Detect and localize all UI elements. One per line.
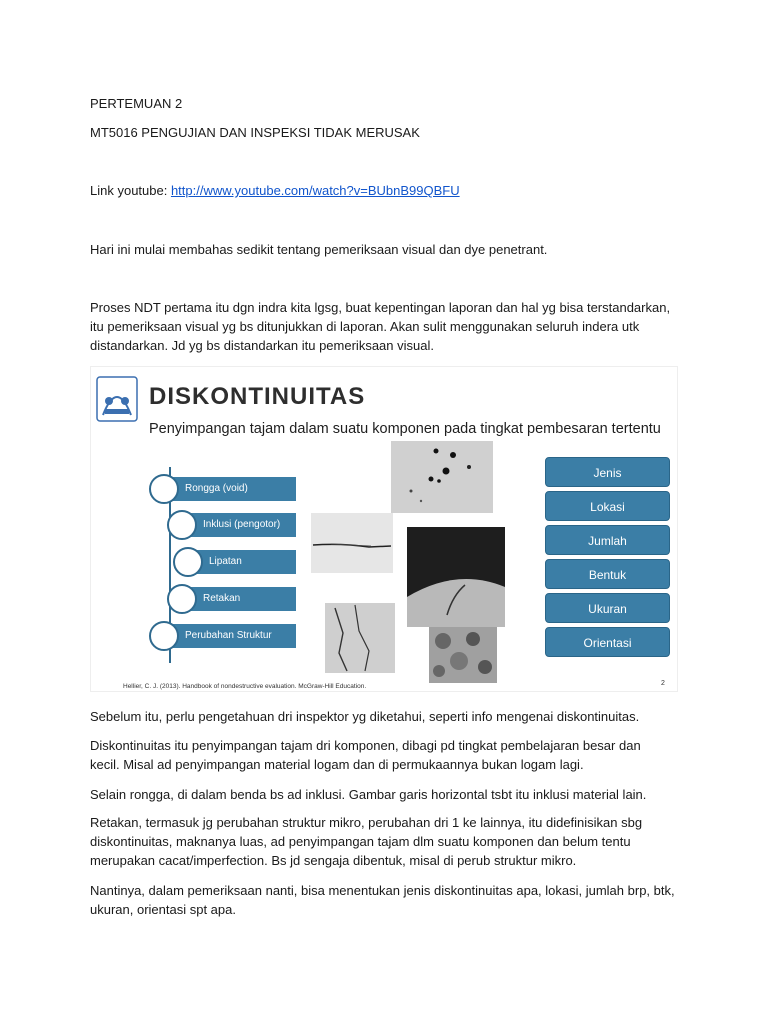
institution-logo-icon (95, 375, 139, 423)
category-crack-marker (167, 584, 197, 614)
property-size: Ukuran (545, 593, 670, 623)
category-void-marker (149, 474, 179, 504)
paragraph-crack: Retakan, termasuk jg perubahan struktur mikro, perubahan dri 1 ke lainnya, itu didefinisikan sbg diskontinuitas, maknanya luas, ad penyimpangan tajam dlm suatu komponen dan belum tentu merupakan cacat/imperfection. Bs jd sengaja dibentuk, misal di perub struktur mikro. (90, 815, 643, 868)
crack-micrograph (325, 603, 395, 673)
microstructure-micrograph (429, 627, 497, 683)
void-micrograph (391, 441, 493, 513)
property-quantity: Jumlah (545, 525, 670, 555)
slide-page-number: 2 (661, 680, 665, 687)
inclusion-micrograph (311, 513, 393, 573)
slide-diskontinuitas (90, 366, 678, 692)
document-heading-meeting: PERTEMUAN 2 (90, 96, 183, 111)
property-type: Jenis (545, 457, 670, 487)
paragraph-intro: Hari ini mulai membahas sedikit tentang pemeriksaan visual dan dye penetrant. (90, 242, 548, 257)
document-heading-course: MT5016 PENGUJIAN DAN INSPEKSI TIDAK MERUSAK (90, 125, 420, 140)
category-lap: Lipatan (179, 550, 296, 574)
property-shape: Bentuk (545, 559, 670, 589)
youtube-link-label: Link youtube: (90, 183, 171, 198)
paragraph-inclusion: Selain rongga, di dalam benda bs ad inklusi. Gambar garis horizontal tsbt itu inklusi material lain. (90, 787, 647, 802)
category-microstructure-marker (149, 621, 179, 651)
category-void: Rongga (void) (155, 477, 296, 501)
youtube-link[interactable]: http://www.youtube.com/watch?v=BUbnB99QBFU (170, 183, 460, 198)
slide-reference: Hellier, C. J. (2013). Handbook of nondestructive evaluation. McGraw-Hill Education. (123, 683, 367, 690)
category-lap-marker (173, 547, 203, 577)
slide-title: DISKONTINUITAS (149, 383, 366, 410)
property-location: Lokasi (545, 491, 670, 521)
paragraph-inspection: Nantinya, dalam pemeriksaan nanti, bisa menentukan jenis diskontinuitas apa, lokasi, jumlah brp, btk, ukuran, orientasi spt apa. (90, 883, 675, 917)
lap-micrograph (407, 527, 505, 627)
youtube-link-line (90, 181, 690, 200)
category-crack: Retakan (173, 587, 296, 611)
paragraph-ndt: Proses NDT pertama itu dgn indra kita lgsg, buat kepentingan laporan dan hal yg bisa terstandarkan, itu pemeriksaan visual yg bs ditunjukkan di laporan. Akan sulit menggunakan seluruh indera utk distandarkan. Jd yg bs distandarkan itu pemeriksaan visual. (90, 300, 671, 353)
category-inclusion-marker (167, 510, 197, 540)
slide-subtitle: Penyimpangan tajam dalam suatu komponen pada tingkat pembesaran tertentu (149, 421, 661, 437)
category-inclusion: Inklusi (pengotor) (173, 513, 296, 537)
category-microstructure: Perubahan Struktur Mikro (155, 624, 296, 648)
paragraph-inspector: Sebelum itu, perlu pengetahuan dri inspektor yg diketahui, seperti info mengenai diskontinuitas. (90, 709, 640, 724)
paragraph-discontinuity: Diskontinuitas itu penyimpangan tajam dri komponen, dibagi pd tingkat pembelajaran besar dan kecil. Misal ad penyimpangan material logam dan di permukaannya bukan logam lagi. (90, 738, 641, 772)
property-orientation: Orientasi (545, 627, 670, 657)
